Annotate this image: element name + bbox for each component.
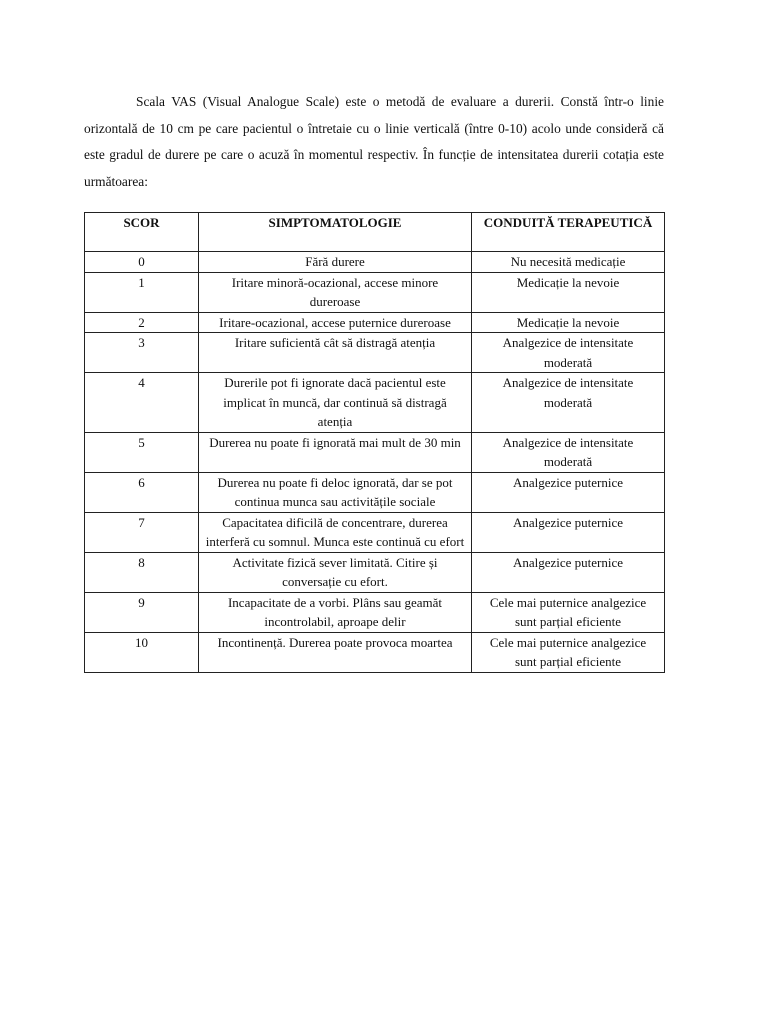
cell-symptoms: Incapacitate de a vorbi. Plâns sau geamăt incontrolabil, aproape delir xyxy=(199,592,472,632)
table-body xyxy=(85,252,665,673)
cell-symptoms: Fără durere xyxy=(199,252,472,273)
cell-symptoms: Iritare minoră-ocazional, accese minore dureroase xyxy=(199,272,472,312)
table-row xyxy=(85,552,665,592)
table-row xyxy=(85,632,665,672)
table-row xyxy=(85,333,665,373)
cell-symptoms: Incontinență. Durerea poate provoca moartea xyxy=(199,632,472,672)
cell-score: 2 xyxy=(85,312,199,333)
cell-conduct: Medicație la nevoie xyxy=(472,312,665,333)
cell-score: 8 xyxy=(85,552,199,592)
table-row xyxy=(85,272,665,312)
cell-conduct: Nu necesită medicație xyxy=(472,252,665,273)
table-row xyxy=(85,512,665,552)
vas-scale-table xyxy=(84,212,665,673)
cell-symptoms: Durerile pot fi ignorate dacă pacientul este implicat în muncă, dar continuă să distragă atenția xyxy=(199,373,472,433)
cell-score: 3 xyxy=(85,333,199,373)
table-row xyxy=(85,312,665,333)
table-header-row xyxy=(85,213,665,252)
cell-conduct: Analgezice de intensitate moderată xyxy=(472,333,665,373)
cell-conduct: Analgezice puternice xyxy=(472,472,665,512)
cell-score: 1 xyxy=(85,272,199,312)
cell-score: 0 xyxy=(85,252,199,273)
cell-score: 7 xyxy=(85,512,199,552)
cell-conduct: Cele mai puternice analgezice sunt parțial eficiente xyxy=(472,592,665,632)
table-row xyxy=(85,472,665,512)
cell-score: 5 xyxy=(85,432,199,472)
header-symptoms: SIMPTOMATOLOGIE xyxy=(199,213,472,252)
header-score: SCOR xyxy=(85,213,199,252)
cell-conduct: Analgezice puternice xyxy=(472,512,665,552)
cell-conduct: Analgezice puternice xyxy=(472,552,665,592)
table-row xyxy=(85,592,665,632)
cell-score: 4 xyxy=(85,373,199,433)
table-row xyxy=(85,252,665,273)
cell-conduct: Medicație la nevoie xyxy=(472,272,665,312)
cell-symptoms: Iritare suficientă cât să distragă atenția xyxy=(199,333,472,373)
cell-score: 9 xyxy=(85,592,199,632)
cell-symptoms: Durerea nu poate fi ignorată mai mult de 30 min xyxy=(199,432,472,472)
cell-symptoms: Iritare-ocazional, accese puternice dureroase xyxy=(199,312,472,333)
table-row xyxy=(85,432,665,472)
table-row xyxy=(85,373,665,433)
cell-conduct: Cele mai puternice analgezice sunt parțial eficiente xyxy=(472,632,665,672)
cell-symptoms: Durerea nu poate fi deloc ignorată, dar se pot continua munca sau activitățile sociale xyxy=(199,472,472,512)
cell-score: 6 xyxy=(85,472,199,512)
cell-conduct: Analgezice de intensitate moderată xyxy=(472,432,665,472)
intro-paragraph: Scala VAS (Visual Analogue Scale) este o metodă de evaluare a durerii. Constă într-o linie orizontală de 10 cm pe care pacientul o întretaie cu o linie verticală (între 0-10) acolo unde consideră că este gradul de durere pe care o acuză în momentul respectiv. În funcție de intensitatea durerii cotația este următoarea: xyxy=(84,94,664,189)
cell-symptoms: Capacitatea dificilă de concentrare, durerea interferă cu somnul. Munca este continuă cu efort xyxy=(199,512,472,552)
cell-conduct: Analgezice de intensitate moderată xyxy=(472,373,665,433)
header-conduct: CONDUITĂ TERAPEUTICĂ xyxy=(472,213,665,252)
cell-score: 10 xyxy=(85,632,199,672)
cell-symptoms: Activitate fizică sever limitată. Citire și conversație cu efort. xyxy=(199,552,472,592)
table-header xyxy=(85,213,665,252)
